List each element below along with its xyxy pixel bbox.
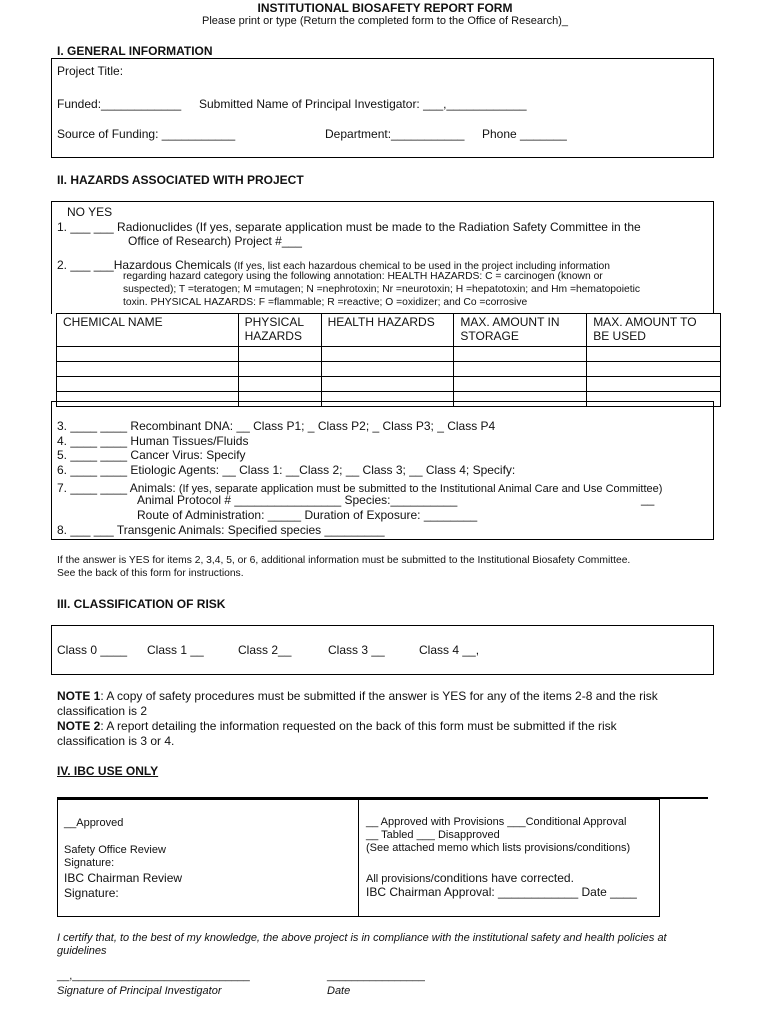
table-cell[interactable] xyxy=(238,377,321,392)
item-radionuclides[interactable]: 1. ___ ___ Radionuclides (If yes, separate application must be made to the Radiation Safety Committee in the xyxy=(57,220,641,234)
table-cell[interactable] xyxy=(57,347,239,362)
table-cell[interactable] xyxy=(57,377,239,392)
item2-line2: regarding hazard category using the following annotation: HEALTH HAZARDS: C = carcinogen (known or xyxy=(123,271,603,282)
date-line[interactable]: ________________ xyxy=(327,970,425,982)
section-risk-heading: III. CLASSIFICATION OF RISK xyxy=(57,597,226,611)
note-2-text: : A report detailing the information requested on the back of this form must be submitted if the risk xyxy=(100,719,617,733)
animal-protocol-field[interactable]: Animal Protocol # ________________ Species:__________ xyxy=(137,493,458,507)
department-field[interactable]: Department:___________ xyxy=(325,127,465,141)
note-1 xyxy=(57,689,658,703)
note-1-line2: classification is 2 xyxy=(57,704,148,718)
table-row[interactable] xyxy=(57,347,721,362)
form-subtitle: Please print or type (Return the completed form to the Office of Research)_ xyxy=(201,15,569,27)
table-cell[interactable] xyxy=(321,362,454,377)
item-human-tissues[interactable]: 4. ____ ____ Human Tissues/Fluids xyxy=(57,434,249,448)
tabled-disapproved[interactable]: __ Tabled ___ Disapproved xyxy=(366,829,500,841)
chemical-table xyxy=(56,313,721,407)
col-max-used: MAX. AMOUNT TO BE USED xyxy=(587,314,721,347)
item2-note: (If yes, list each hazardous chemical to be used in the project including information xyxy=(231,261,611,272)
pi-signature-line[interactable]: __,_____________________________ xyxy=(57,970,250,982)
table-cell[interactable] xyxy=(454,362,587,377)
route-duration-field[interactable]: Route of Administration: _____ Duration of Exposure: ________ xyxy=(137,508,478,522)
item7-note: (If yes, separate application must be submitted to the Institutional Animal Care and Use Committee) xyxy=(175,483,663,495)
section-hazards-heading: II. HAZARDS ASSOCIATED WITH PROJECT xyxy=(57,173,304,187)
ibc-approved[interactable]: __Approved xyxy=(64,817,124,829)
form-title: INSTITUTIONAL BIOSAFETY REPORT FORM xyxy=(257,1,513,15)
yes-note-line2: See the back of this form for instructions. xyxy=(57,568,244,579)
risk-class-3[interactable]: Class 3 __ xyxy=(328,643,385,657)
note-2 xyxy=(57,719,617,733)
yes-note-line1: If the answer is YES for items 2, 3,4, 5, or 6, additional information must be submitted to the Institutional Biosafety Committee. xyxy=(57,555,631,566)
note-2-label: NOTE 2 xyxy=(57,719,101,733)
ibc-chairman-approval[interactable]: IBC Chairman Approval: ____________ Date ____ xyxy=(366,885,637,899)
table-cell[interactable] xyxy=(587,347,721,362)
table-cell[interactable] xyxy=(57,362,239,377)
table-cell[interactable] xyxy=(321,377,454,392)
ibc-chairman-review: IBC Chairman Review xyxy=(64,871,183,885)
table-cell[interactable] xyxy=(454,377,587,392)
section-ibc-heading: IV. IBC USE ONLY xyxy=(57,764,159,778)
no-yes-header: NO YES xyxy=(67,205,113,219)
animal-extra-blank[interactable]: __ xyxy=(641,492,655,506)
date-label: Date xyxy=(327,985,351,997)
signature-label-2[interactable]: Signature: xyxy=(64,886,119,900)
certify-line2: guidelines xyxy=(57,945,107,957)
project-title-field[interactable]: Project Title: xyxy=(57,64,124,78)
pi-signature-label: Signature of Principal Investigator xyxy=(57,985,222,997)
approved-with-provisions[interactable]: __ Approved with Provisions ___Conditional Approval xyxy=(366,816,627,828)
item2-line3: suspected); T =teratogen; M =mutagen; N =nephrotoxin; Nr =neurotoxin; H =hepatotoxin; and Hm =hematopoietic xyxy=(123,284,641,295)
signature-label-1[interactable]: Signature: xyxy=(64,857,115,869)
risk-class-1[interactable]: Class 1 __ xyxy=(147,643,204,657)
funded-field[interactable]: Funded:____________ xyxy=(57,97,182,111)
table-row[interactable] xyxy=(57,377,721,392)
safety-office-review: Safety Office Review xyxy=(64,844,166,856)
pi-name-field[interactable]: Submitted Name of Principal Investigator: ___,____________ xyxy=(199,97,527,111)
item-cancer-virus[interactable]: 5. ____ ____ Cancer Virus: Specify xyxy=(57,448,246,462)
ibc-divider xyxy=(358,799,359,917)
risk-class-2[interactable]: Class 2__ xyxy=(238,643,292,657)
table-cell[interactable] xyxy=(454,347,587,362)
all-provisions-b: conditions have corrected. xyxy=(433,871,574,885)
col-physical-hazards: PHYSICAL HAZARDS xyxy=(238,314,321,347)
col-max-storage: MAX. AMOUNT IN STORAGE xyxy=(454,314,587,347)
item7-label: 7. ____ ____ Animals: xyxy=(57,481,176,495)
risk-class-0[interactable]: Class 0 ____ xyxy=(57,643,128,657)
certify-line1: I certify that, to the best of my knowledge, the above project is in compliance with the institutional safety and health policies at xyxy=(57,932,667,944)
table-cell[interactable] xyxy=(321,347,454,362)
phone-field[interactable]: Phone _______ xyxy=(482,127,567,141)
item2-label: 2. ___ ___Hazardous Chemicals xyxy=(57,258,232,272)
item2-line4: toxin. PHYSICAL HAZARDS: F =flammable; R =reactive; O =oxidizer; and Co =corrosive xyxy=(123,297,528,308)
chemical-table-header xyxy=(57,314,721,347)
section-general-heading: I. GENERAL INFORMATION xyxy=(57,44,213,58)
col-chemical-name: CHEMICAL NAME xyxy=(57,314,239,347)
table-cell[interactable] xyxy=(587,377,721,392)
risk-class-4[interactable]: Class 4 __, xyxy=(419,643,480,657)
item-radionuclides-cont[interactable]: Office of Research) Project #___ xyxy=(128,234,302,248)
table-cell[interactable] xyxy=(238,362,321,377)
all-provisions-a: All provisions/ xyxy=(366,873,434,885)
funding-source-field[interactable]: Source of Funding: ___________ xyxy=(57,127,236,141)
table-row[interactable] xyxy=(57,362,721,377)
note-1-text: : A copy of safety procedures must be submitted if the answer is YES for any of the items 2-8 and the risk xyxy=(100,689,658,703)
item-etiologic-agents[interactable]: 6. ____ ____ Etiologic Agents: __ Class 1: __Class 2; __ Class 3; __ Class 4; Specify: xyxy=(57,463,516,477)
table-cell[interactable] xyxy=(587,362,721,377)
item-recombinant-dna[interactable]: 3. ____ ____ Recombinant DNA: __ Class P1; _ Class P2; _ Class P3; _ Class P4 xyxy=(57,419,496,433)
note-2-line2: classification is 3 or 4. xyxy=(57,734,175,748)
note-1-label: NOTE 1 xyxy=(57,689,101,703)
see-memo-note: (See attached memo which lists provisions/conditions) xyxy=(366,842,631,854)
table-cell[interactable] xyxy=(238,347,321,362)
col-health-hazards: HEALTH HAZARDS xyxy=(321,314,454,347)
item-transgenic-animals[interactable]: 8. ___ ___ Transgenic Animals: Specified species _________ xyxy=(57,523,385,537)
